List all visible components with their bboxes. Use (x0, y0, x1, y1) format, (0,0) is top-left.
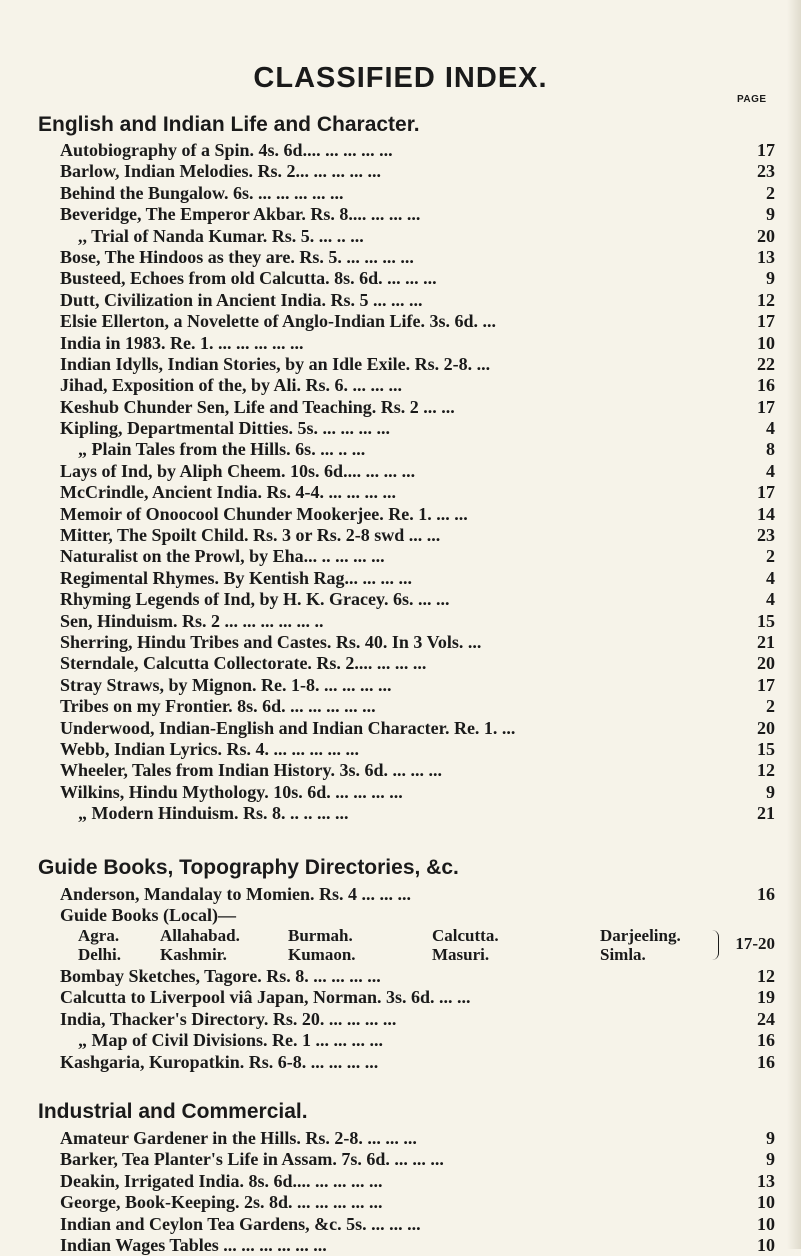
entry-page-number: 9 (766, 781, 775, 802)
entry-title: India, Thacker's Directory. Rs. 20. ... ... ... ... (60, 1008, 397, 1029)
entry-page-number: 10 (757, 1234, 775, 1255)
index-entry (60, 140, 775, 161)
index-entry (60, 884, 775, 905)
guide-books-places (60, 926, 775, 964)
guide-place: Kashmir. (160, 945, 227, 964)
entry-page-number: 17 (757, 482, 775, 503)
entry-title: Naturalist on the Prowl, by Eha... .. ... ... ... (60, 546, 385, 567)
index-entry (60, 905, 775, 926)
entry-page-number: 12 (757, 289, 775, 310)
guide-place: Calcutta. (432, 926, 499, 945)
guide-places-row-2 (60, 945, 775, 964)
index-entry (60, 1052, 775, 1073)
entry-title: India in 1983. Re. 1. ... ... ... ... ... (60, 332, 304, 353)
entry-title: Barlow, Indian Melodies. Rs. 2... ... ... ... ... (60, 161, 382, 182)
entry-page-number: 24 (757, 1008, 775, 1029)
entry-page-number: 12 (757, 966, 775, 986)
index-entry (60, 1128, 775, 1149)
entry-page-number: 2 (766, 546, 775, 567)
index-entry (60, 1009, 775, 1030)
section-entries-english-indian-life (60, 140, 775, 825)
entry-page-number: 21 (757, 803, 775, 824)
index-entry (60, 247, 775, 268)
entry-title: Kipling, Departmental Ditties. 5s. ... ... ... ... (60, 418, 390, 439)
entry-title: Memoir of Onoocool Chunder Mookerjee. Re. 1. ... ... (60, 503, 468, 524)
index-entry (60, 739, 775, 760)
index-entry (60, 183, 775, 204)
guide-places-row-1 (60, 926, 775, 945)
entry-page-number: 20 (757, 653, 775, 674)
entry-page-number: 9 (766, 1149, 775, 1170)
index-entry (60, 226, 775, 247)
entry-page-number: 20 (757, 717, 775, 738)
entry-page-number: 13 (757, 246, 775, 267)
index-entry (60, 718, 775, 739)
entry-title: Calcutta to Liverpool viâ Japan, Norman. 3s. 6d. ... ... (60, 987, 471, 1008)
entry-page-number: 8 (766, 439, 775, 460)
entry-page-number: 12 (757, 760, 775, 781)
index-entry (60, 966, 775, 987)
guide-place: Agra. (78, 926, 120, 945)
entry-page-number: 19 (757, 987, 775, 1008)
index-entry (60, 1214, 775, 1235)
section-heading-english-indian-life: English and Indian Life and Character. (38, 113, 420, 136)
entry-title: Indian Wages Tables ... ... ... ... ... ... (60, 1234, 327, 1255)
index-entry (60, 1235, 775, 1256)
entry-page-number: 4 (766, 418, 775, 439)
entry-title: George, Book-Keeping. 2s. 8d. ... ... ... ... ... (60, 1192, 383, 1213)
entry-title: Bombay Sketches, Tagore. Rs. 8. ... ... ... ... (60, 966, 381, 986)
entry-page-number: 23 (757, 161, 775, 182)
index-entry (60, 696, 775, 717)
entry-title: Wilkins, Hindu Mythology. 10s. 6d. ... ... ... ... (60, 781, 403, 802)
entry-title: ,, Trial of Nanda Kumar. Rs. 5. ... .. ... (78, 225, 364, 246)
guide-place: Simla. (600, 945, 646, 964)
entry-title: „ Plain Tales from the Hills. 6s. ... .. ... (78, 439, 366, 460)
entry-title: Dutt, Civilization in Ancient India. Rs. 5 ... ... ... (60, 289, 423, 310)
entry-page-number: 16 (757, 375, 775, 396)
entry-title: Sherring, Hindu Tribes and Castes. Rs. 40. In 3 Vols. ... (60, 631, 482, 652)
index-entry (60, 675, 775, 696)
entry-page-number: 10 (757, 332, 775, 353)
entry-title: Stray Straws, by Mignon. Re. 1-8. ... ... ... ... (60, 674, 392, 695)
index-entry (60, 987, 775, 1008)
guide-places-page: 17-20 (735, 934, 775, 953)
index-entry (60, 461, 775, 482)
section-entries-guide-books (60, 966, 775, 1073)
page-title: CLASSIFIED INDEX. (253, 62, 548, 94)
page-edge-shadow (787, 0, 801, 1249)
guide-place: Masuri. (432, 945, 490, 964)
entry-page-number: 17 (757, 396, 775, 417)
index-entry (60, 1192, 775, 1213)
guide-place: Allahabad. (160, 926, 240, 945)
index-entry (60, 760, 775, 781)
index-entry (60, 782, 775, 803)
index-entry (60, 375, 775, 396)
index-entry (60, 290, 775, 311)
entry-page-number: 17 (757, 140, 775, 160)
guide-place: Darjeeling. (600, 926, 681, 945)
entry-page-number: 20 (757, 225, 775, 246)
index-entry (60, 803, 775, 824)
index-entry (60, 311, 775, 332)
entry-title: Sterndale, Calcutta Collectorate. Rs. 2.... ... ... ... (60, 653, 427, 674)
index-entry (60, 611, 775, 632)
entry-title: Indian Idylls, Indian Stories, by an Idle Exile. Rs. 2-8. ... (60, 353, 491, 374)
entry-page-number: 2 (766, 696, 775, 717)
entry-title: „ Modern Hinduism. Rs. 8. .. .. ... ... (78, 803, 349, 824)
entry-page-number: 15 (757, 610, 775, 631)
entry-title: Kashgaria, Kuropatkin. Rs. 6-8. ... ... ... ... (60, 1051, 379, 1072)
entry-title: Busteed, Echoes from old Calcutta. 8s. 6d. ... ... ... (60, 268, 437, 289)
entry-page-number: 2 (766, 182, 775, 203)
section-entries-industrial-commercial (60, 1128, 775, 1256)
entry-title: Underwood, Indian-English and Indian Character. Re. 1. ... (60, 717, 516, 738)
entry-page-number: 14 (757, 503, 775, 524)
entry-title: Sen, Hinduism. Rs. 2 ... ... ... ... ... .. (60, 610, 324, 631)
index-entry (60, 354, 775, 375)
section-entries-guide-top (60, 884, 775, 927)
section-heading-guide-books: Guide Books, Topography Directories, &c. (38, 856, 459, 879)
guide-place: Kumaon. (288, 945, 356, 964)
entry-title: Wheeler, Tales from Indian History. 3s. 6d. ... ... ... (60, 760, 443, 781)
entry-title: Tribes on my Frontier. 8s. 6d. ... ... ... ... ... (60, 696, 376, 717)
entry-page-number: 21 (757, 631, 775, 652)
index-entry (60, 333, 775, 354)
index-entry (60, 589, 775, 610)
entry-title: Beveridge, The Emperor Akbar. Rs. 8.... ... ... ... (60, 204, 421, 225)
entry-page-number: 9 (766, 1128, 775, 1148)
index-entry (60, 439, 775, 460)
entry-title: Anderson, Mandalay to Momien. Rs. 4 ... ... ... (60, 884, 412, 904)
index-entry (60, 546, 775, 567)
entry-title: Amateur Gardener in the Hills. Rs. 2-8. ... ... ... (60, 1128, 417, 1148)
index-entry (60, 418, 775, 439)
entry-title: Jihad, Exposition of the, by Ali. Rs. 6. ... ... ... (60, 375, 403, 396)
entry-title: Autobiography of a Spin. 4s. 6d.... ... ... ... ... (60, 140, 393, 160)
entry-title: „ Map of Civil Divisions. Re. 1 ... ... ... ... (78, 1030, 384, 1051)
entry-title: Regimental Rhymes. By Kentish Rag... ... ... ... (60, 567, 412, 588)
index-entry (60, 525, 775, 546)
index-entry (60, 653, 775, 674)
entry-title: Bose, The Hindoos as they are. Rs. 5. ... ... ... ... (60, 246, 414, 267)
entry-title: Indian and Ceylon Tea Gardens, &c. 5s. ... ... ... (60, 1213, 421, 1234)
entry-title: Behind the Bungalow. 6s. ... ... ... ... ... (60, 182, 344, 203)
entry-page-number: 9 (766, 268, 775, 289)
section-heading-industrial-commercial: Industrial and Commercial. (38, 1100, 308, 1123)
index-entry (60, 204, 775, 225)
entry-page-number: 16 (757, 884, 775, 904)
entry-title: Webb, Indian Lyrics. Rs. 4. ... ... ... ... ... (60, 738, 360, 759)
entry-title: McCrindle, Ancient India. Rs. 4-4. ... ... ... ... (60, 482, 397, 503)
index-entry (60, 482, 775, 503)
entry-page-number: 22 (757, 353, 775, 374)
entry-page-number: 4 (766, 567, 775, 588)
entry-page-number: 23 (757, 525, 775, 546)
index-entry (60, 632, 775, 653)
entry-page-number: 4 (766, 589, 775, 610)
entry-page-number: 13 (757, 1170, 775, 1191)
index-entry (60, 1149, 775, 1170)
entry-page-number: 17 (757, 311, 775, 332)
entry-page-number: 4 (766, 460, 775, 481)
entry-page-number: 17 (757, 674, 775, 695)
entry-page-number: 10 (757, 1213, 775, 1234)
page-column-label: PAGE (737, 94, 767, 105)
entry-title: Rhyming Legends of Ind, by H. K. Gracey. 6s. ... ... (60, 589, 450, 610)
entry-page-number: 9 (766, 204, 775, 225)
index-entry (60, 568, 775, 589)
entry-title: Keshub Chunder Sen, Life and Teaching. Rs. 2 ... ... (60, 396, 455, 417)
index-entry (60, 268, 775, 289)
index-entry (60, 1171, 775, 1192)
entry-title: Barker, Tea Planter's Life in Assam. 7s. 6d. ... ... ... (60, 1149, 444, 1170)
entry-title: Deakin, Irrigated India. 8s. 6d.... ... ... ... ... (60, 1170, 383, 1191)
entry-title: Guide Books (Local)— (60, 905, 237, 926)
entry-page-number: 16 (757, 1051, 775, 1072)
entry-title: Elsie Ellerton, a Novelette of Anglo-Indian Life. 3s. 6d. ... (60, 311, 496, 332)
entry-page-number: 16 (757, 1030, 775, 1051)
entry-page-number: 15 (757, 738, 775, 759)
index-entry (60, 397, 775, 418)
entry-title: Mitter, The Spoilt Child. Rs. 3 or Rs. 2-8 swd ... ... (60, 525, 441, 546)
index-entry (60, 504, 775, 525)
guide-place: Delhi. (78, 945, 121, 964)
guide-place: Burmah. (288, 926, 353, 945)
index-entry (60, 161, 775, 182)
index-entry (60, 1030, 775, 1051)
entry-page-number: 10 (757, 1192, 775, 1213)
entry-title: Lays of Ind, by Aliph Cheem. 10s. 6d.... ... ... ... (60, 460, 416, 481)
brace-icon (712, 930, 719, 960)
